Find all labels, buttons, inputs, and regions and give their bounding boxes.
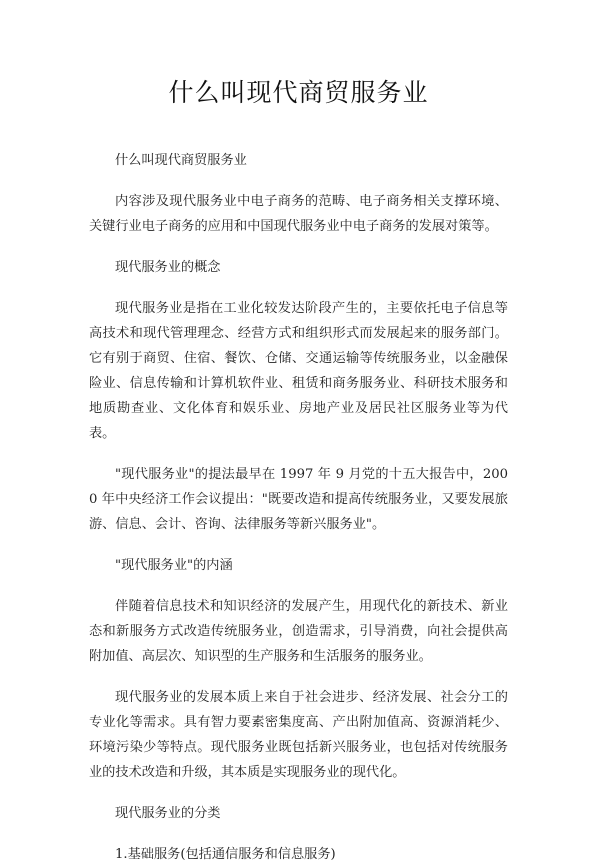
section-heading: 现代服务业的概念 — [115, 260, 221, 275]
list-item-heading: 1.基础服务(包括通信服务和信息服务) — [115, 847, 336, 862]
document-title: 什么叫现代商贸服务业 — [168, 78, 429, 107]
section-heading: 现代服务业的分类 — [115, 806, 221, 821]
paragraph: 伴随着信息技术和知识经济的发展产生，用现代化的新技术、新业态和新服务方式改造传统服务业，创造需求，引导消费，向社会提供高附加值、高层次、知识型的生产服务和生活服务的服务业。 — [89, 599, 508, 664]
paragraph: 现代服务业的发展本质上来自于社会进步、经济发展、社会分工的专业化等需求。具有智力要素密集度高、产出附加值高、资源消耗少、环境污染少等特点。现代服务业既包括新兴服务业，也包括对传统服务业的技术改造和升级，其本质是实现服务业的现代化。 — [89, 690, 508, 780]
document-body — [89, 148, 508, 867]
section-heading: "现代服务业"的内涵 — [115, 558, 233, 573]
paragraph: 现代服务业是指在工业化较发达阶段产生的，主要依托电子信息等高技术和现代管理理念、经营方式和组织形式而发展起来的服务部门。它有别于商贸、住宿、餐饮、仓储、交通运输等传统服务业，以金融保险业、信息传输和计算机软件业、租赁和商务服务业、科研技术服务和地质勘查业、文化体育和娱乐业、房地产业及居民社区服务业等为代表。 — [89, 301, 508, 441]
paragraph: 内容涉及现代服务业中电子商务的范畴、电子商务相关支撑环境、关键行业电子商务的应用和中国现代服务业中电子商务的发展对策等。 — [89, 194, 508, 234]
paragraph: "现代服务业"的提法最早在 1997 年 9 月党的十五大报告中，2000 年中央经济工作会议提出："既要改造和提高传统服务业，又要发展旅游、信息、会计、咨询、法律服务等新兴服务业"。 — [89, 467, 508, 532]
section-heading: 什么叫现代商贸服务业 — [115, 153, 247, 168]
